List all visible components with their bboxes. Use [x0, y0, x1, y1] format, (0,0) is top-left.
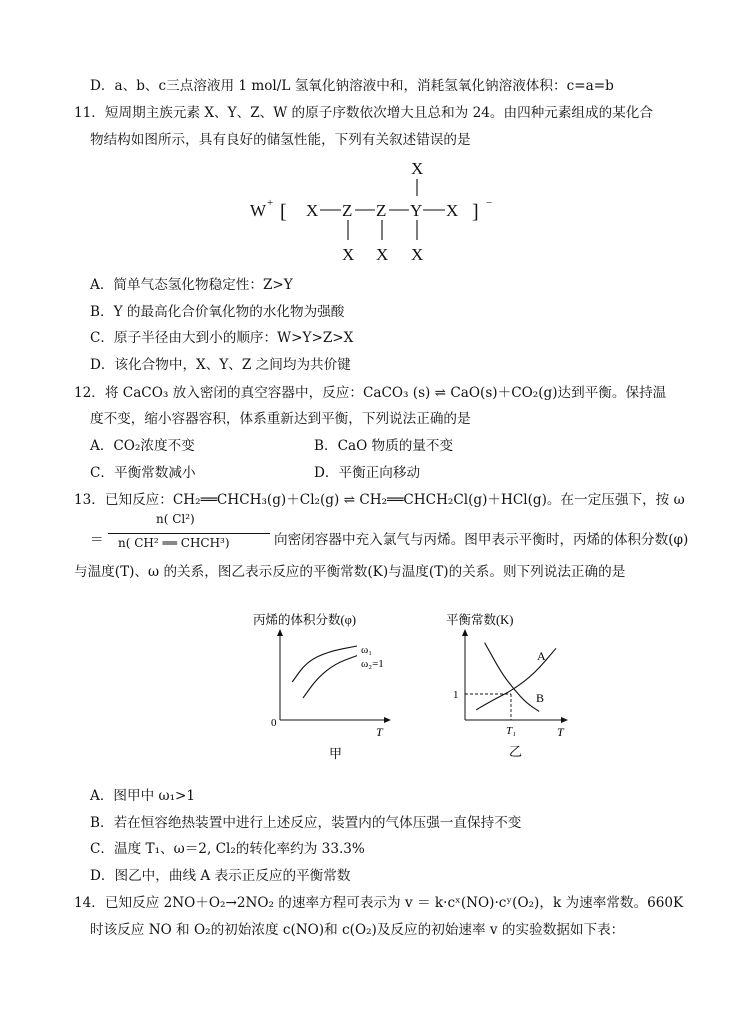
chart-yi-x-arrow [561, 717, 568, 723]
q13-fraction-numerator: n( Cl²) [156, 512, 195, 526]
q14-stem-line1: 14．已知反应 2NO＋O₂→2NO₂ 的速率方程可表示为 v ＝ k·cˣ(NO)·cʸ(O₂)，k 为速率常数。660K [74, 895, 684, 911]
chart-yi-x-mark: T₁ [506, 725, 516, 737]
chart-jia-x-arrow [384, 717, 391, 723]
chart-yi-label-b: B [536, 691, 545, 705]
q11-stem-line2: 物结构如图所示，具有良好的储氢性能，下列有关叙述错误的是 [90, 132, 471, 148]
structure-cation-charge: + [267, 197, 274, 209]
q12-stem-line2: 度不变，缩小容器容积，体系重新达到平衡，下列说法正确的是 [90, 411, 471, 427]
structure-atom-x1: X [306, 201, 319, 220]
structure-close-bracket: ] [472, 201, 479, 223]
q13-option-b: B．若在恒容绝热装置中进行上述反应，装置内的气体压强一直保持不变 [90, 815, 522, 831]
q13-option-a: A．图甲中 ω₁>1 [90, 788, 196, 804]
chart-jia-xlabel: T [376, 725, 383, 739]
q13-omega-fraction [106, 512, 272, 556]
q13-chart-jia [245, 608, 405, 768]
q13-eq-prefix: ＝ [90, 532, 104, 548]
q13-fraction-denominator: n( CH² ══ CHCH³) [118, 536, 230, 550]
structure-top-atom: X [411, 159, 424, 178]
q12-option-a: A．CO₂浓度不变 [90, 438, 195, 454]
structure-bottom-atom-2: X [376, 245, 389, 264]
chart-yi-caption: 乙 [509, 744, 523, 759]
q14-stem-line2: 时该反应 NO 和 O₂的初始浓度 c(NO)和 c(O₂)及反应的初始速率 v 的实验数据如下表： [90, 922, 625, 938]
structure-atom-x2: X [446, 201, 459, 220]
structure-bottom-atom-3: X [411, 245, 424, 264]
q13-stem-line3: 与温度(T)、ω 的关系，图乙表示反应的平衡常数(K)与温度(T)的关系。则下列说法正确的是 [74, 564, 626, 580]
chart-jia-series-omega1 [292, 646, 357, 682]
chart-jia-caption: 甲 [329, 746, 343, 761]
structure-open-bracket: [ [280, 201, 287, 223]
chart-jia-legend-omega2: ω₂=1 [361, 658, 384, 670]
q13-chart-yi [440, 608, 580, 768]
q13-option-d: D．图乙中，曲线 A 表示正反应的平衡常数 [90, 868, 351, 884]
structure-atom-z1: Z [342, 201, 353, 220]
chart-jia-series-omega2 [303, 656, 357, 698]
q11-option-c: C．原子半径由大到小的顺序：W>Y>Z>X [90, 330, 354, 346]
structure-atom-z2: Z [376, 201, 387, 220]
q12-option-c: C．平衡常数减小 [90, 465, 196, 481]
q11-structure-diagram [240, 150, 500, 270]
q12-option-d: D．平衡正向移动 [314, 465, 421, 481]
q13-fraction-bar [108, 533, 270, 534]
chart-yi-series-a [485, 643, 540, 712]
chart-jia-y-arrow [277, 629, 283, 636]
q11-option-b: B．Y 的最高化合价氧化物的水化物为强酸 [90, 304, 345, 320]
chart-yi-y-mark: 1 [453, 689, 459, 701]
chart-yi-title: 平衡常数(K) [446, 613, 514, 627]
chart-yi-xlabel: T [557, 725, 564, 739]
q13-stem-line2: 向密闭容器中充入氯气与丙烯。图甲表示平衡时，丙烯的体积分数(φ) [274, 532, 689, 548]
q11-stem-line1: 11．短周期主族元素 X、Y、Z、W 的原子序数依次增大且总和为 24。由四种元素组成的某化合 [74, 105, 653, 121]
chart-jia-legend-omega1: ω₁ [361, 644, 373, 656]
q11-option-d: D．该化合物中，X、Y、Z 之间均为共价键 [90, 357, 351, 373]
structure-cation: W [250, 201, 267, 220]
q12-option-b: B．CaO 物质的量不变 [314, 438, 454, 454]
q13-stem-line1: 13．已知反应：CH₂══CHCH₃(g)＋Cl₂(g) ⇌ CH₂══CHCH₂Cl(g)＋HCl(g)。在一定压强下，按 ω [74, 492, 685, 508]
chart-jia-origin: 0 [271, 717, 277, 729]
structure-bottom-atom-1: X [342, 245, 355, 264]
q12-stem-line1: 12．将 CaCO₃ 放入密闭的真空容器中，反应：CaCO₃ (s) ⇌ CaO(s)＋CO₂(g)达到平衡。保持温 [74, 385, 667, 401]
q10-option-d: D．a、b、c三点溶液用 1 mol/L 氢氧化钠溶液中和，消耗氢氧化钠溶液体积：c=a=b [90, 78, 614, 94]
q13-option-c: C．温度 T₁、ω＝2, Cl₂的转化率约为 33.3% [90, 841, 365, 857]
chart-jia-title: 丙烯的体积分数(φ) [253, 613, 357, 627]
structure-atom-y: Y [410, 201, 423, 220]
chart-yi-y-arrow [462, 629, 468, 636]
q11-option-a: A．简单气态氢化物稳定性：Z>Y [90, 277, 293, 293]
structure-anion-charge: − [486, 197, 493, 209]
chart-yi-label-a: A [537, 649, 546, 663]
